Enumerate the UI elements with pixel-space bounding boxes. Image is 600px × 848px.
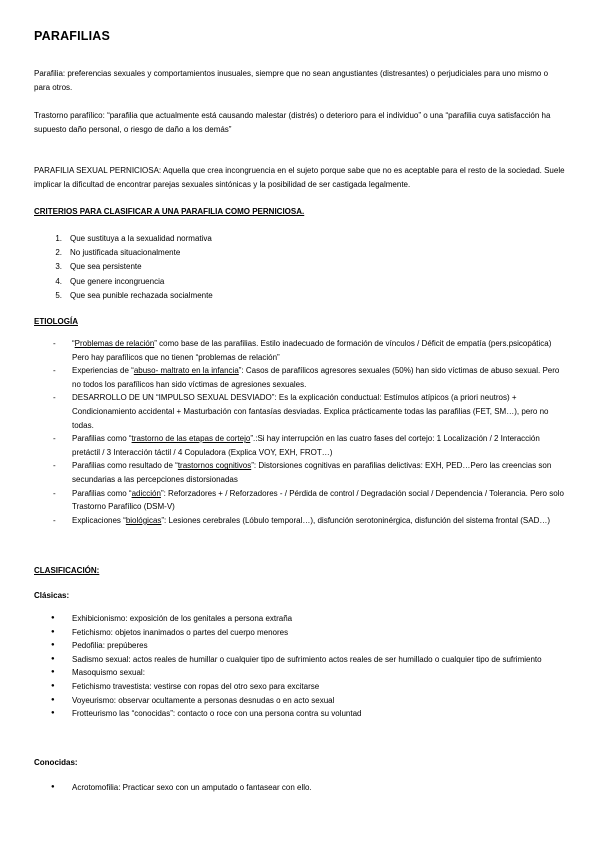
list-item: ● Pedofilia: prepúberes <box>34 639 568 653</box>
page-title: PARAFILIAS <box>34 29 111 43</box>
etiologia-list <box>34 337 568 527</box>
list-item: - Parafilias como resultado de “trastornos cognitivos”: Distorsiones cognitivas en parafilias delictivas: EXH, PED…Pero las creencias son secundarias a las percepciones distorsionadas <box>34 459 568 486</box>
list-item: - Parafilias como “trastorno de las etapas de cortejo”.:Si hay interrupción en las cuatro fases del cortejo: 1 Localización / 2 Interacción pretáctil / 3 Interacción táctil / 4 Copuladora (Explica VOY, EXH, FROT…) <box>34 432 568 459</box>
list-item: ● Frotteurismo las “conocidas”: contacto o roce con una persona contra su voluntad <box>34 707 568 721</box>
list-item: - “Problemas de relación” como base de las parafilias. Estilo inadecuado de formación de vínculos / Déficit de empatía (pers.psicopática) Pero hay parafílicos que no tienen “problemas de relación” <box>34 337 568 364</box>
list-item: 5. Que sea punible rechazada socialmente <box>55 290 213 300</box>
etiologia-heading: ETIOLOGÍA <box>34 317 78 326</box>
definition-parafilia: Parafilia: preferencias sexuales y comportamientos inusuales, siempre que no sean angustiantes (distresantes) o perjudiciales para uno mismo o para otros. <box>34 69 549 92</box>
list-item: ● Fetichismo travestista: vestirse con ropas del otro sexo para excitarse <box>34 680 568 694</box>
clasicas-label: Clásicas: <box>34 591 70 600</box>
definition-trastorno: Trastorno parafílico: “parafilia que actualmente está causando malestar (distrés) o deterioro para el individuo” o una “parafilia cuya satisfacción ha supuesto daño personal, o riesgo de daño a los demás” <box>34 111 551 134</box>
list-item: - Parafilias como “adicción”: Reforzadores + / Reforzadores - / Pérdida de control / Degradación social / Dependencia / Tolerancia. Pero solo Trastorno Parafílico (DSM-V) <box>34 487 568 514</box>
list-item: ● Voyeurismo: observar ocultamente a personas desnudas o en acto sexual <box>34 694 568 708</box>
criterios-list <box>34 232 213 303</box>
list-item: ● Exhibicionismo: exposición de los genitales a persona extraña <box>34 612 568 626</box>
list-item: ● Masoquismo sexual: <box>34 666 568 680</box>
list-item: ● Acrotomofilia: Practicar sexo con un amputado o fantasear con ello. <box>34 781 568 795</box>
list-item: 2. No justificada situacionalmente <box>55 248 181 258</box>
conocidas-list <box>34 781 568 795</box>
clasicas-list <box>34 612 568 721</box>
list-item: ● Sadismo sexual: actos reales de humillar o cualquier tipo de sufrimiento actos reales de ser humillado o cualquier tipo de sufrimiento <box>34 653 568 667</box>
conocidas-label: Conocidas: <box>34 758 78 767</box>
list-item: - Experiencias de “abuso- maltrato en la infancia”: Casos de parafílicos agresores sexuales (50%) han sido víctimas de abuso sexual. Pero no todos los parafílicos han sido víctimas de agresiones sexuales. <box>34 364 568 391</box>
list-item: 1. Que sustituya a la sexualidad normativa <box>55 234 212 243</box>
criterios-heading: CRITERIOS PARA CLASIFICAR A UNA PARAFILIA COMO PERNICIOSA. <box>34 207 305 216</box>
list-item: ● Fetichismo: objetos inanimados o partes del cuerpo menores <box>34 626 568 640</box>
list-item: - Explicaciones “biológicas”: Lesiones cerebrales (Lóbulo temporal…), disfunción serotoninérgica, disfunción del sistema frontal (SAD…) <box>34 514 568 528</box>
clasificacion-heading: CLASIFICACIÓN: <box>34 566 100 575</box>
list-item: - DESARROLLO DE UN “IMPULSO SEXUAL DESVIADO”: Es la explicación conductual: Estímulos atípicos (a priori neutros) + Condicionamiento accidental + Masturbación con fantasías desviadas. Explica prácticamente todas las parafilias (FET, SM…), pero no todas. <box>34 391 568 432</box>
list-item: 4. Que genere incongruencia <box>55 276 165 286</box>
list-item: 3. Que sea persistente <box>55 262 142 272</box>
definition-perniciosa: PARAFILIA SEXUAL PERNICIOSA: Aquella que crea incongruencia en el sujeto porque sabe que no es aceptable para el resto de la sociedad. Suele implicar la dificultad de encontrar parejas sexuales sintónicas y la posibilidad de ser castigada legalmente. <box>34 166 565 189</box>
